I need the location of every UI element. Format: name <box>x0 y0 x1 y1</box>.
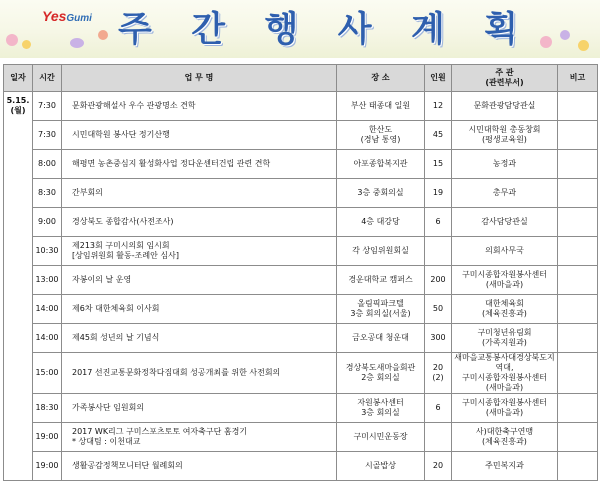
dept-cell: 감사담당관실 <box>452 208 558 237</box>
flower-decoration <box>560 30 570 40</box>
people-cell: 45 <box>425 121 452 150</box>
time-cell: 8:30 <box>33 179 62 208</box>
people-cell: 20 (2) <box>425 353 452 394</box>
dept-cell: 의회사무국 <box>452 237 558 266</box>
place-cell: 경운대학교 캠퍼스 <box>337 266 425 295</box>
note-cell <box>558 394 598 423</box>
title-char: 간 <box>191 9 226 50</box>
note-cell <box>558 353 598 394</box>
flower-decoration <box>98 30 108 40</box>
title-char: 사 <box>337 9 372 50</box>
dept-cell: 시민대학원 총동창회 (평생교육원) <box>452 121 558 150</box>
header-people: 인원 <box>425 65 452 92</box>
note-cell <box>558 208 598 237</box>
people-cell: 12 <box>425 92 452 121</box>
people-cell: 300 <box>425 324 452 353</box>
task-cell: 제45회 성년의 날 기념식 <box>62 324 337 353</box>
people-cell: 200 <box>425 266 452 295</box>
table-row <box>4 92 598 121</box>
logo-yes-text: Yes <box>42 8 67 24</box>
place-cell: 각 상임위원회실 <box>337 237 425 266</box>
header-note: 비고 <box>558 65 598 92</box>
title-char: 계 <box>410 9 445 50</box>
place-cell: 금오공대 청운대 <box>337 324 425 353</box>
place-cell: 올림픽파크텔 3층 회의실(서울) <box>337 295 425 324</box>
table-row <box>4 423 598 452</box>
time-cell: 7:30 <box>33 92 62 121</box>
header-task: 업 무 명 <box>62 65 337 92</box>
task-cell: 제6차 대한체육회 이사회 <box>62 295 337 324</box>
task-cell: 가족봉사단 임원회의 <box>62 394 337 423</box>
time-cell: 15:00 <box>33 353 62 394</box>
people-cell: 6 <box>425 208 452 237</box>
time-cell: 9:00 <box>33 208 62 237</box>
place-cell: 부산 태종대 일원 <box>337 92 425 121</box>
flower-decoration <box>540 36 552 48</box>
people-cell: 15 <box>425 150 452 179</box>
flower-decoration <box>6 34 18 46</box>
place-cell: 아포종합복지관 <box>337 150 425 179</box>
header-dept: 주 관 (관련부서) <box>452 65 558 92</box>
dept-cell: 문화관광담당관실 <box>452 92 558 121</box>
header-place: 장 소 <box>337 65 425 92</box>
note-cell <box>558 295 598 324</box>
people-cell: 20 <box>425 452 452 481</box>
dept-cell: 새마을교통봉사대경상북도지역대, 구미시종합자원봉사센터 (새마을과) <box>452 353 558 394</box>
note-cell <box>558 452 598 481</box>
place-cell: 경상북도새마을회관 2층 회의실 <box>337 353 425 394</box>
header-time: 시간 <box>33 65 62 92</box>
people-cell: 6 <box>425 394 452 423</box>
table-row <box>4 324 598 353</box>
page-title <box>118 4 518 50</box>
time-cell: 14:00 <box>33 324 62 353</box>
logo-gumi-text: Gumi <box>66 13 92 24</box>
dept-cell: 대한체육회 (체육진흥과) <box>452 295 558 324</box>
gumi-logo <box>42 8 92 24</box>
title-char: 획 <box>484 9 518 50</box>
table-header-row <box>4 65 598 92</box>
task-cell: 경상북도 종합감사(사전조사) <box>62 208 337 237</box>
task-cell: 자봉이의 날 운영 <box>62 266 337 295</box>
dept-cell: 구미시종합자원봉사센터 (새마을과) <box>452 266 558 295</box>
task-cell: 문화관광해설사 우수 관광명소 견학 <box>62 92 337 121</box>
dept-cell: 총무과 <box>452 179 558 208</box>
table-row <box>4 121 598 150</box>
task-cell: 해평면 농촌중심지 활성화사업 정다운센터건립 관련 견학 <box>62 150 337 179</box>
people-cell: 50 <box>425 295 452 324</box>
place-cell: 4층 대강당 <box>337 208 425 237</box>
task-cell: 간부회의 <box>62 179 337 208</box>
time-cell: 19:00 <box>33 423 62 452</box>
flower-decoration <box>22 40 31 49</box>
task-cell: 2017 선진교통문화정착다짐대회 성공개최를 위한 사전회의 <box>62 353 337 394</box>
note-cell <box>558 324 598 353</box>
table-row <box>4 266 598 295</box>
header-banner <box>0 0 600 58</box>
table-row <box>4 208 598 237</box>
task-cell: 시민대학원 봉사단 정기산행 <box>62 121 337 150</box>
dept-cell: 사)대한축구연맹 (체육진흥과) <box>452 423 558 452</box>
dept-cell: 구미시종합자원봉사센터 (새마을과) <box>452 394 558 423</box>
time-cell: 8:00 <box>33 150 62 179</box>
place-cell: 시골밥상 <box>337 452 425 481</box>
task-cell: 2017 WK리그 구미스포츠토토 여자축구단 홈경기 * 상대팀 : 이천대교 <box>62 423 337 452</box>
table-row <box>4 237 598 266</box>
people-cell <box>425 423 452 452</box>
table-row <box>4 394 598 423</box>
title-char: 주 <box>118 9 152 50</box>
note-cell <box>558 121 598 150</box>
note-cell <box>558 150 598 179</box>
people-cell: 19 <box>425 179 452 208</box>
note-cell <box>558 179 598 208</box>
date-cell: 5.15. (월) <box>4 92 33 481</box>
place-cell: 자원봉사센터 3층 회의실 <box>337 394 425 423</box>
weekly-schedule-table <box>3 64 598 481</box>
table-row <box>4 295 598 324</box>
table-row <box>4 150 598 179</box>
task-cell: 제213회 구미시의회 임시회 [상임위원회 활동-조례안 심사] <box>62 237 337 266</box>
note-cell <box>558 92 598 121</box>
title-char: 행 <box>264 9 299 50</box>
table-row <box>4 179 598 208</box>
task-cell: 생활공감정책모니터단 월례회의 <box>62 452 337 481</box>
flower-decoration <box>578 40 589 51</box>
time-cell: 7:30 <box>33 121 62 150</box>
table-row <box>4 452 598 481</box>
place-cell: 구미시민운동장 <box>337 423 425 452</box>
place-cell: 3층 중회의실 <box>337 179 425 208</box>
time-cell: 19:00 <box>33 452 62 481</box>
note-cell <box>558 237 598 266</box>
time-cell: 13:00 <box>33 266 62 295</box>
flower-decoration <box>70 38 84 48</box>
header-date: 일자 <box>4 65 33 92</box>
note-cell <box>558 423 598 452</box>
place-cell: 한산도 (경남 통영) <box>337 121 425 150</box>
time-cell: 10:30 <box>33 237 62 266</box>
table-body <box>4 92 598 481</box>
dept-cell: 농정과 <box>452 150 558 179</box>
people-cell <box>425 237 452 266</box>
table-row <box>4 353 598 394</box>
dept-cell: 구미청년유림회 (가족지원과) <box>452 324 558 353</box>
note-cell <box>558 266 598 295</box>
time-cell: 18:30 <box>33 394 62 423</box>
dept-cell: 주민복지과 <box>452 452 558 481</box>
time-cell: 14:00 <box>33 295 62 324</box>
